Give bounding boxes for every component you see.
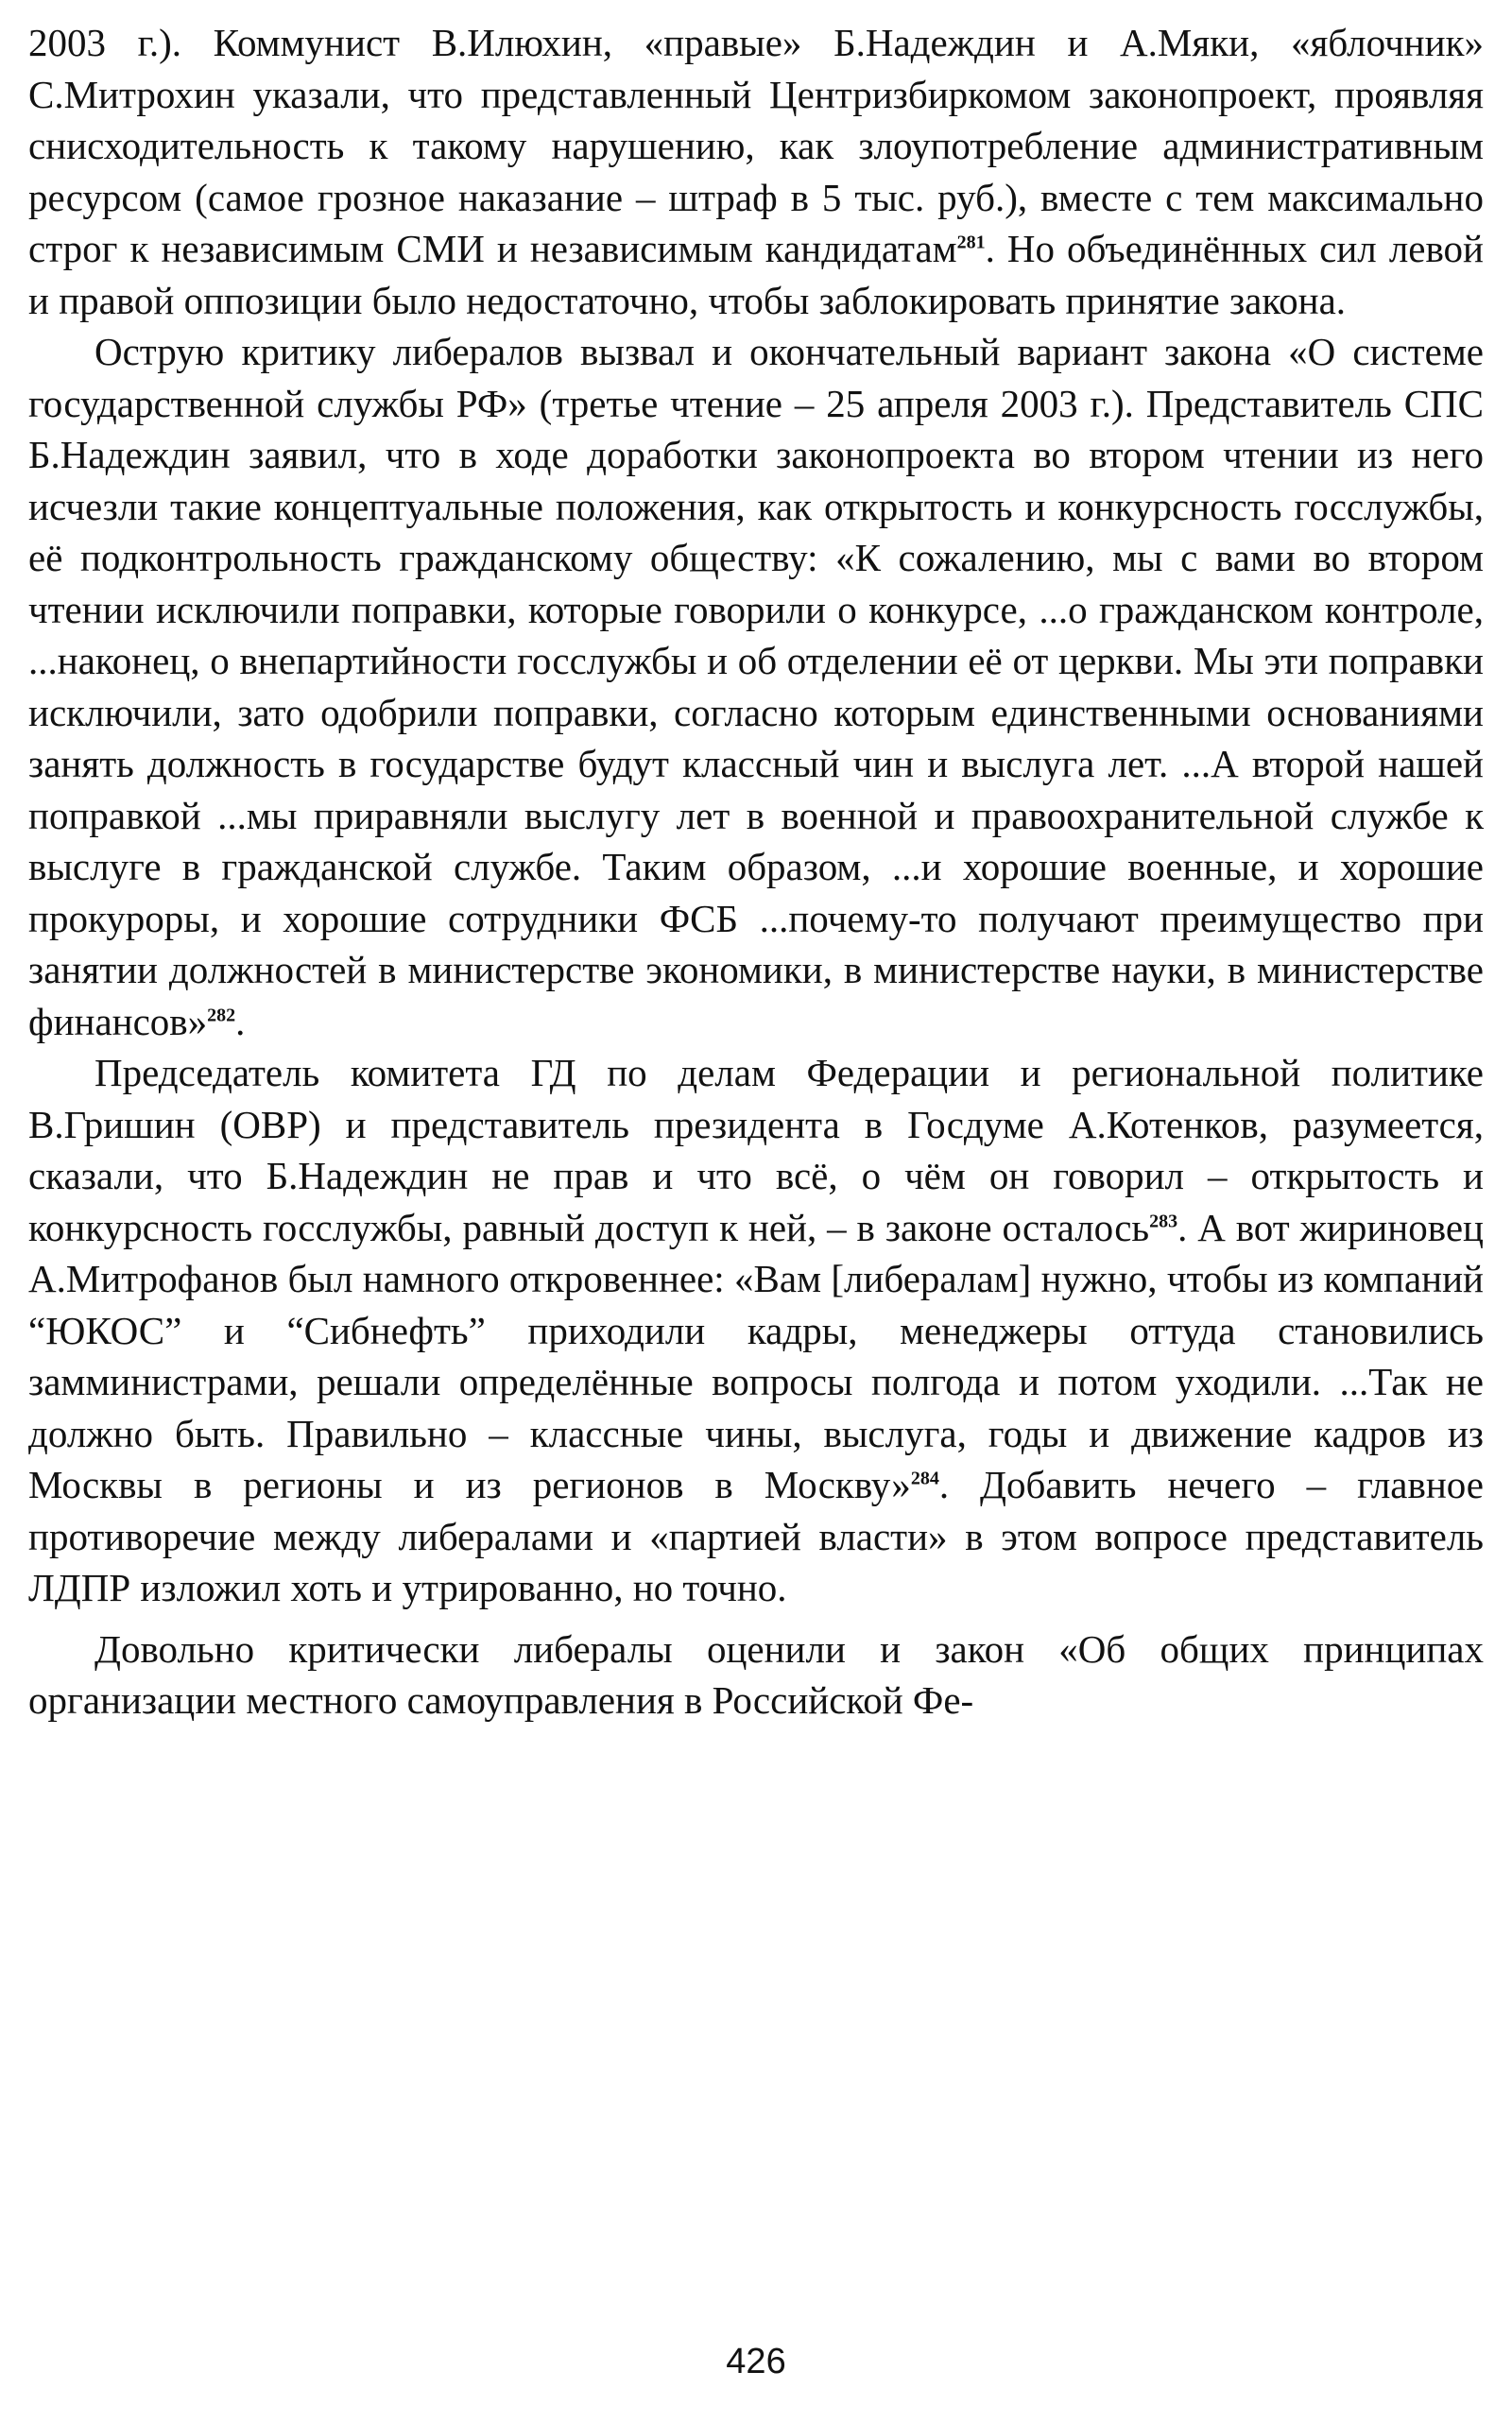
footnote-marker: 284 xyxy=(910,1468,939,1489)
paragraph xyxy=(28,17,1484,326)
page-number: 426 xyxy=(726,2342,786,2381)
footnote-marker: 283 xyxy=(1149,1210,1178,1231)
paragraph-text: 2003 г.). Коммунист В.Илюхин, «правые» Б.Надеждин и А.Мяки, «яблочник» С.Митрохин указали, что представленный Центризбиркомом законопроект, проявляя снисходительность к такому нарушению, как злоупотребление административным ресурсом (самое грозное наказание – штраф в 5 тыс. руб.), вместе с тем максимально строг к независимым СМИ и независимым кандидатам xyxy=(28,21,1484,270)
paragraph-text: . Но объединённых сил левой и правой оппозиции было недостаточно, чтобы заблокировать принятие закона. xyxy=(28,227,1484,322)
paragraph xyxy=(28,1047,1484,1614)
paragraph-text: Председатель комитета ГД по делам Федерации и региональной политике В.Гришин (ОВР) и представитель президента в Госдуме А.Котенков, разумеется, сказали, что Б.Надеждин не прав и что всё, о чём он говорил – открытость и конкурсность госслужбы, равный доступ к ней, – в законе осталось xyxy=(28,1051,1484,1249)
page-body xyxy=(28,17,1484,1727)
paragraph-text: . А вот жириновец А.Митрофанов был намного откровеннее: «Вам [либералам] нужно, чтобы из компаний “ЮКОС” и “Сибнефть” приходили кадры, менеджеры оттуда становились замминистрами, решали определённые вопросы полгода и потом уходили. ...Так не должно быть. Правильно – классные чины, выслуга, годы и движение кадров из Москвы в регионы и из регионов в Москву» xyxy=(28,1205,1484,1506)
paragraph xyxy=(28,326,1484,1047)
paragraph-text: Довольно критически либералы оценили и закон «Об общих принципах организации местного самоуправления в Российской Фе- xyxy=(28,1626,1484,1722)
paragraph-text: . Добавить нечего – главное противоречие между либералами и «партией власти» в этом вопросе представитель ЛДПР изложил хоть и утрированно, но точно. xyxy=(28,1463,1484,1609)
paragraph xyxy=(28,1624,1484,1727)
paragraph-text: . xyxy=(235,999,246,1043)
text-column xyxy=(28,17,1484,1727)
paragraph-text: Острую критику либералов вызвал и окончательный вариант закона «О системе государственной службы РФ» (третье чтение – 25 апреля 2003 г.). Представитель СПС Б.Надеждин заявил, что в ходе доработки законопроекта во втором чтении из него исчезли такие концептуальные положения, как открытость и конкурсность госслужбы, её подконтрольность гражданскому обществу: «К сожалению, мы с вами во втором чтении исключили поправки, которые говорили о конкурсе, ...о гражданском контроле, ...наконец, о внепартийности госслужбы и об отделении её от церкви. Мы эти поправки исключили, зато одобрили поправки, согласно которым единственными основаниями занять должность в государстве будут классный чин и выслуга лет. ...А второй нашей поправкой ...мы приравняли выслугу лет в военной и правоохранительной службе к выслуге в гражданской службе. Таким образом, ...и хорошие военные, и хорошие прокуроры, и хорошие сотрудники ФСБ ...почему-то получают преимущество при занятии должностей в министерстве экономики, в министерстве науки, в министерстве финансов» xyxy=(28,330,1484,1043)
footnote-marker: 282 xyxy=(207,1004,236,1025)
footnote-marker: 281 xyxy=(956,232,986,253)
